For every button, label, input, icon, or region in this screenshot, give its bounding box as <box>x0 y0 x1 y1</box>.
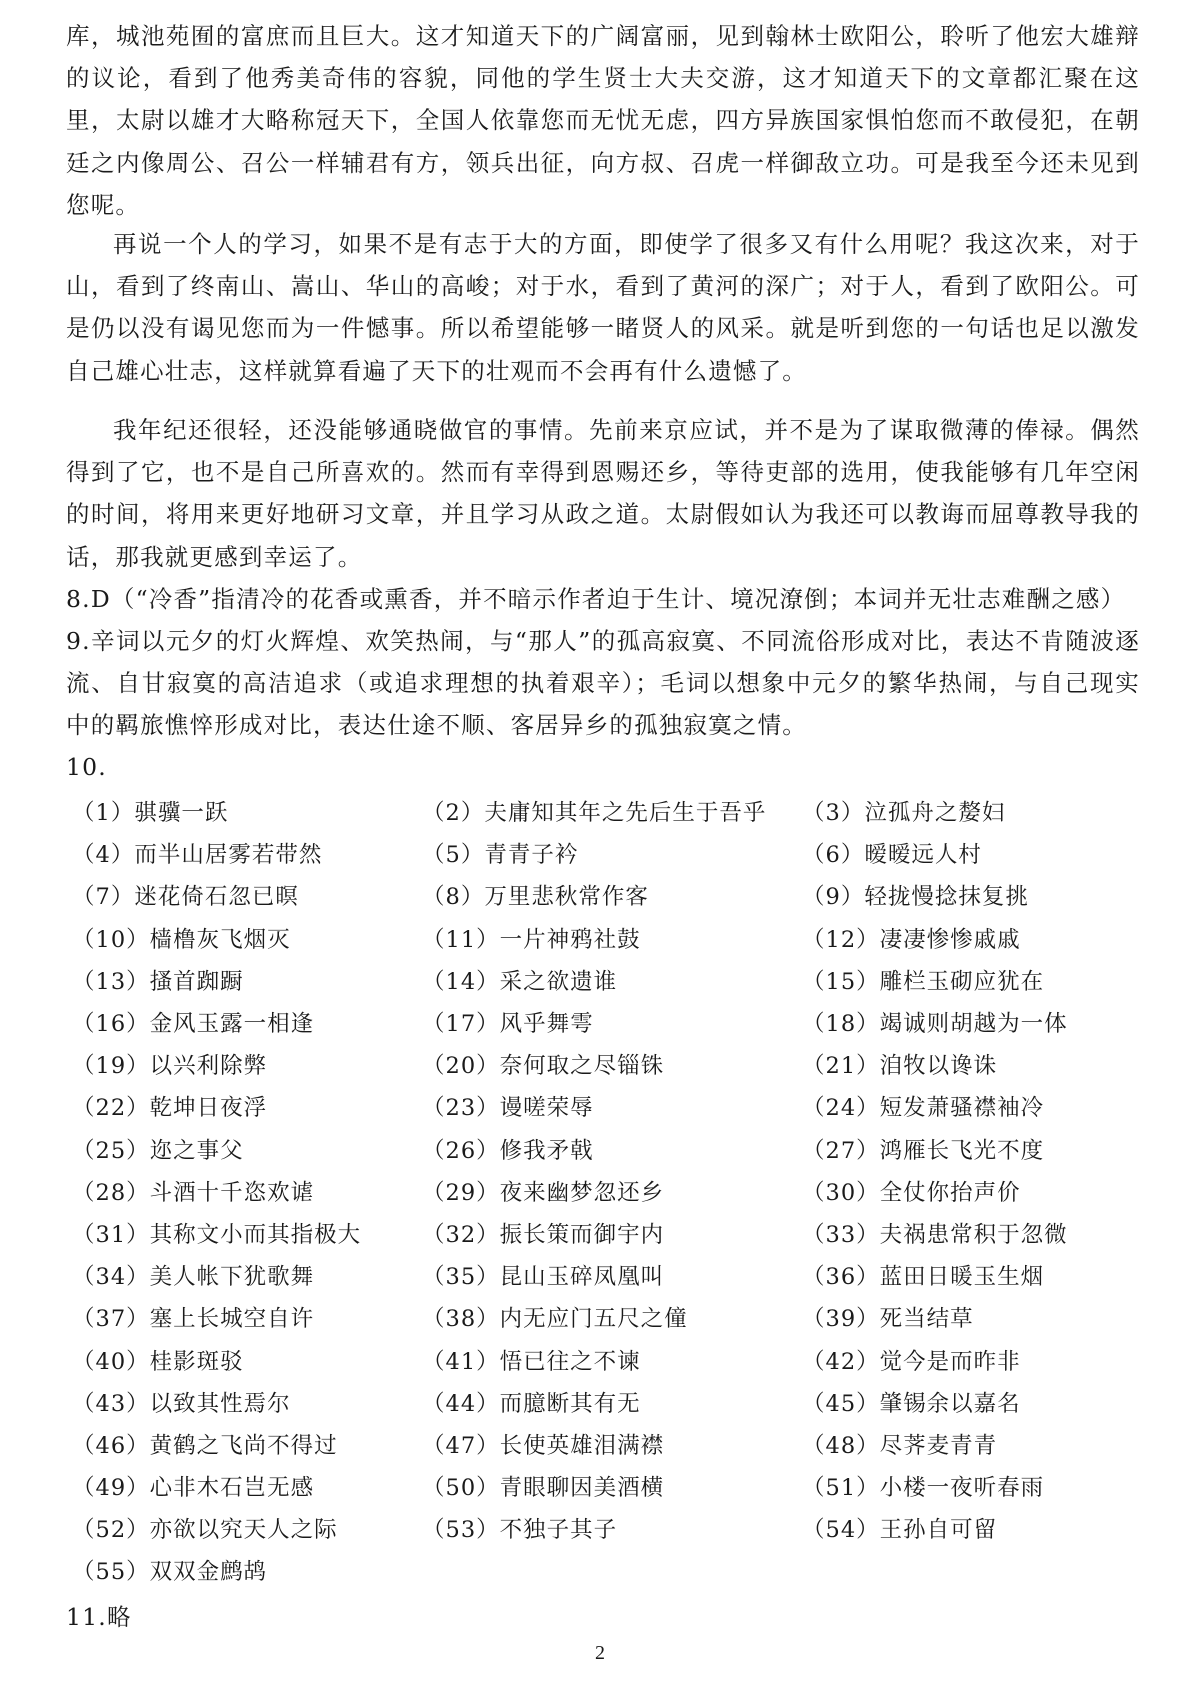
answer-item: （37）塞上长城空自许 <box>72 1306 315 1333</box>
question-10-label: 10. <box>66 753 107 781</box>
answer-item: （22）乾坤日夜浮 <box>72 1095 268 1122</box>
answer-item: （17）风乎舞雩 <box>422 1011 594 1038</box>
answer-item: （54）王孙自可留 <box>802 1517 998 1544</box>
answer-item: （44）而臆断其有无 <box>422 1390 641 1417</box>
answer-item: （24）短发萧骚襟袖冷 <box>802 1095 1045 1122</box>
answer-item: （38）内无应门五尺之僮 <box>422 1306 688 1333</box>
answer-item: （21）洎牧以谗诛 <box>802 1053 998 1080</box>
answer-item: （25）迩之事父 <box>72 1137 244 1164</box>
translation-paragraph-2: 再说一个人的学习，如果不是有志于大的方面，即使学了很多又有什么用呢？我这次来，对于山，看到了终南山、嵩山、华山的高峻；对于水，看到了黄河的深广；对于人，看到了欧阳公。可是仍以没有谒见您而为一件憾事。所以希望能够一睹贤人的风采。就是听到您的一句话也足以激发自己雄心壮志，这样就算看遍了天下的壮观而不会再有什么遗憾了。 <box>66 230 1140 385</box>
answer-item: （45）肇锡余以嘉名 <box>802 1390 1021 1417</box>
answer-item: （46）黄鹤之飞尚不得过 <box>72 1432 338 1459</box>
answer-item: （32）振长策而御宇内 <box>422 1221 665 1248</box>
answer-item: （5）青青子衿 <box>422 842 579 869</box>
answer-item: （28）斗酒十千恣欢谑 <box>72 1179 315 1206</box>
answer-item: （14）采之欲遗谁 <box>422 968 618 995</box>
answer-item: （4）而半山居雾若带然 <box>72 842 323 869</box>
answer-item: （52）亦欲以究天人之际 <box>72 1517 338 1544</box>
answer-item: （31）其称文小而其指极大 <box>72 1221 362 1248</box>
answer-item: （41）悟已往之不谏 <box>422 1348 641 1375</box>
answer-item: （42）觉今是而昨非 <box>802 1348 1021 1375</box>
answer-item: （53）不独子其子 <box>422 1517 618 1544</box>
answer-question-8: 8.D（“冷香”指清冷的花香或熏香，并不暗示作者迫于生计、境况潦倒；本词并无壮志难酬之感） <box>66 585 1126 613</box>
answer-item: （20）奈何取之尽锱铢 <box>422 1053 665 1080</box>
answer-item: （13）搔首踟蹰 <box>72 968 244 995</box>
answer-item: （50）青眼聊因美酒横 <box>422 1475 665 1502</box>
answer-item: （2）夫庸知其年之先后生于吾乎 <box>422 800 767 827</box>
answer-question-9: 9.辛词以元夕的灯火辉煌、欢笑热闹，与“那人”的孤高寂寞、不同流俗形成对比，表达不肯随波逐流、自甘寂寞的高洁追求（或追求理想的执着艰辛）；毛词以想象中元夕的繁华热闹，与自己现实中的羁旅憔悴形成对比，表达仕途不顺、客居异乡的孤独寂寞之情。 <box>66 627 1140 740</box>
answer-item: （10）樯橹灰飞烟灭 <box>72 926 291 953</box>
answer-item: （35）昆山玉碎凤凰叫 <box>422 1264 665 1291</box>
answer-item: （49）心非木石岂无感 <box>72 1475 315 1502</box>
answer-item: （16）金风玉露一相逢 <box>72 1011 315 1038</box>
answer-item: （51）小楼一夜听春雨 <box>802 1475 1045 1502</box>
answer-item: （18）竭诚则胡越为一体 <box>802 1011 1068 1038</box>
answer-item: （15）雕栏玉砌应犹在 <box>802 968 1045 995</box>
answer-item: （19）以兴利除弊 <box>72 1053 268 1080</box>
answer-item: （1）骐骥一跃 <box>72 800 229 827</box>
answer-item: （11）一片神鸦社鼓 <box>422 926 641 953</box>
answer-item: （47）长使英雄泪满襟 <box>422 1432 665 1459</box>
answer-item: （55）双双金鹧鸪 <box>72 1559 268 1586</box>
page-number: 2 <box>595 1642 605 1664</box>
answer-item: （30）全仗你抬声价 <box>802 1179 1021 1206</box>
translation-paragraph-3: 我年纪还很轻，还没能够通晓做官的事情。先前来京应试，并不是为了谋取微薄的俸禄。偶然得到了它，也不是自己所喜欢的。然而有幸得到恩赐还乡，等待吏部的选用，使我能够有几年空闲的时间，将用来更好地研习文章，并且学习从政之道。太尉假如认为我还可以教诲而屈尊教导我的话，那我就更感到幸运了。 <box>66 416 1140 571</box>
answer-item: （7）迷花倚石忽已暝 <box>72 884 299 911</box>
answer-item: （33）夫祸患常积于忽微 <box>802 1221 1068 1248</box>
answer-item: （43）以致其性焉尔 <box>72 1390 291 1417</box>
question-10-answer-grid <box>72 790 1142 1592</box>
answer-item: （9）轻拢慢捻抹复挑 <box>802 884 1029 911</box>
answer-item: （39）死当结草 <box>802 1306 974 1333</box>
answer-item: （34）美人帐下犹歌舞 <box>72 1264 315 1291</box>
answer-item: （6）暧暧远人村 <box>802 842 982 869</box>
answer-item: （40）桂影斑驳 <box>72 1348 244 1375</box>
answer-item: （12）凄凄惨惨戚戚 <box>802 926 1021 953</box>
answer-item: （27）鸿雁长飞光不度 <box>802 1137 1045 1164</box>
answer-item: （23）谩嗟荣辱 <box>422 1095 594 1122</box>
answer-item: （3）泣孤舟之嫠妇 <box>802 800 1006 827</box>
answer-item: （29）夜来幽梦忽还乡 <box>422 1179 665 1206</box>
answer-item: （8）万里悲秋常作客 <box>422 884 649 911</box>
answer-question-11: 11.略 <box>66 1603 132 1631</box>
answer-item: （48）尽荠麦青青 <box>802 1432 998 1459</box>
answer-item: （36）蓝田日暖玉生烟 <box>802 1264 1045 1291</box>
answer-item: （26）修我矛戟 <box>422 1137 594 1164</box>
translation-paragraph-1: 库，城池苑囿的富庶而且巨大。这才知道天下的广阔富丽，见到翰林士欧阳公，聆听了他宏大雄辩的议论，看到了他秀美奇伟的容貌，同他的学生贤士大夫交游，这才知道天下的文章都汇聚在这里，太尉以雄才大略称冠天下，全国人依靠您而无忧无虑，四方异族国家惧怕您而不敢侵犯，在朝廷之内像周公、召公一样辅君有方，领兵出征，向方叔、召虎一样御敌立功。可是我至今还未见到您呢。 <box>66 22 1140 219</box>
